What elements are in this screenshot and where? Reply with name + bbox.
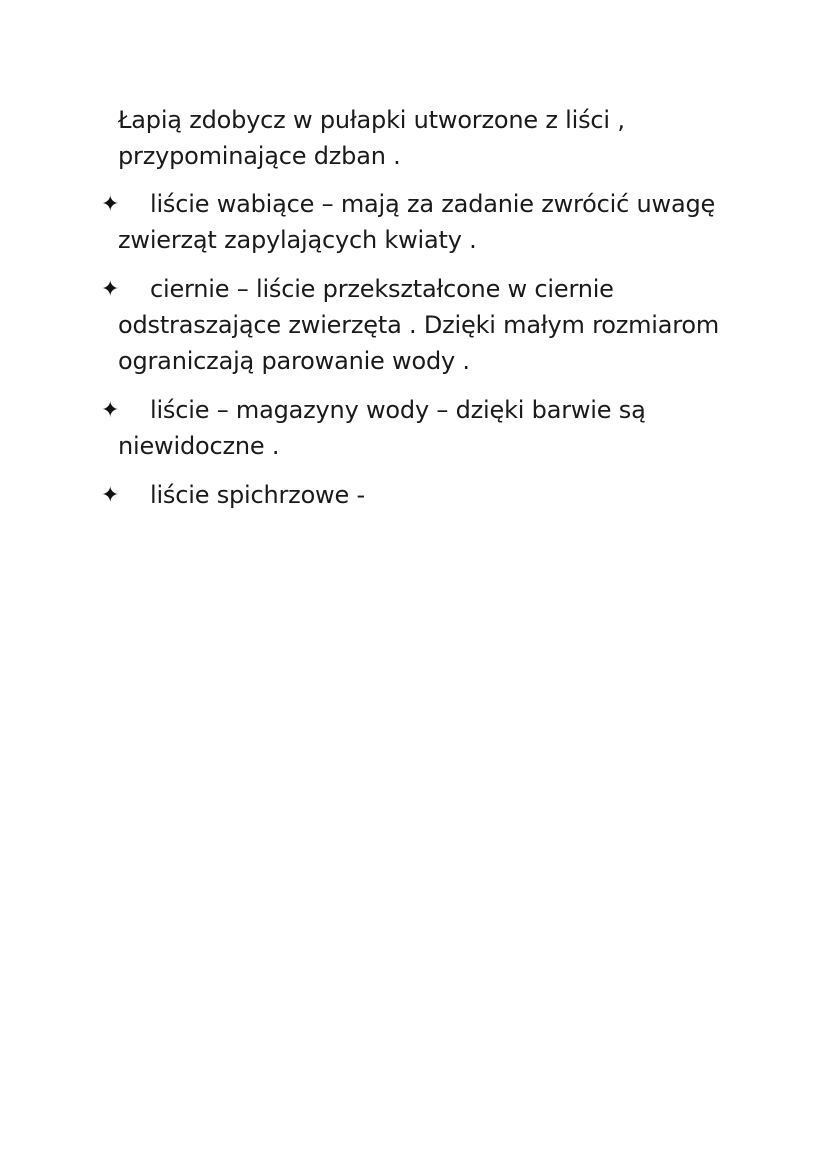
list-item-3-line-1: liście – magazyny wody – dzięki barwie są (150, 396, 646, 424)
list-item-2-line-1: ciernie – liście przekształcone w ciernie (150, 275, 614, 303)
star-bullet-icon: ✦ (101, 192, 120, 217)
list-item-3-line-2: niewidoczne . (118, 432, 280, 460)
star-bullet-icon: ✦ (101, 277, 120, 302)
intro-line-2: przypominające dzban . (118, 142, 401, 170)
star-bullet-icon: ✦ (101, 398, 120, 423)
list-item-1-line-1: liście wabiące – mają za zadanie zwrócić uwagę (150, 190, 716, 218)
list-item-2-line-2: odstraszające zwierzęta . Dzięki małym rozmiarom (118, 311, 720, 339)
list-item-4-line-1: liście spichrzowe - (150, 481, 365, 509)
list-item-1-line-2: zwierząt zapylających kwiaty . (118, 226, 477, 254)
star-bullet-icon: ✦ (101, 483, 120, 508)
list-item-2-line-3: ograniczają parowanie wody . (118, 347, 470, 375)
intro-line-1: Łapią zdobycz w pułapki utworzone z liści , (118, 106, 625, 134)
